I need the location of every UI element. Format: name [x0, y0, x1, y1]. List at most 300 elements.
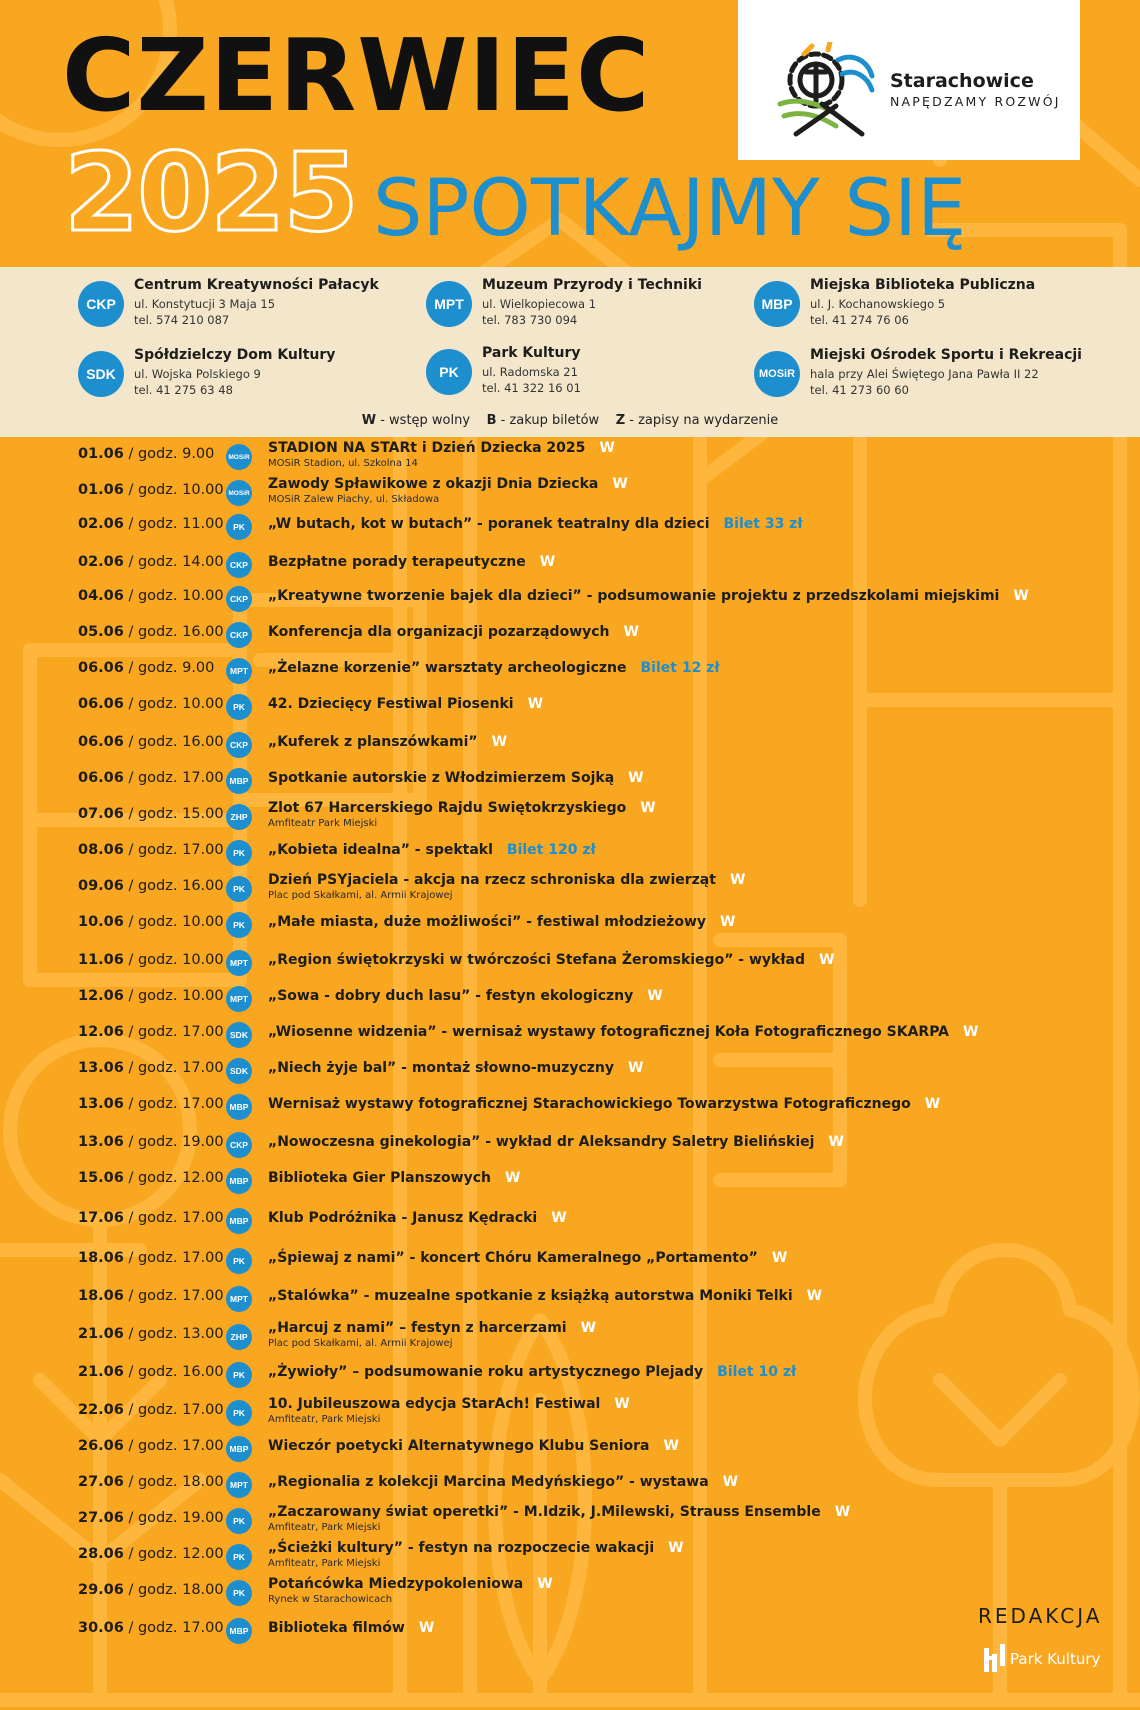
event-time: 17.00 [182, 770, 224, 786]
legend-text-z: - zapisy na wydarzenie [625, 413, 779, 428]
event-venue-badge: MPT [226, 950, 252, 976]
event-time: 16.00 [182, 624, 224, 640]
venue-address: ul. Konstytucji 3 Maja 15 [134, 297, 276, 311]
event-time-prefix: / godz. [128, 1210, 183, 1226]
venue-address: ul. Wojska Polskiego 9 [134, 367, 261, 381]
event-date: 01.06 [78, 482, 124, 498]
event-venue-badge: MPT [226, 1286, 252, 1312]
event-tag: Bilet 120 zł [506, 842, 596, 858]
venue-address: ul. Radomska 21 [482, 365, 578, 379]
event-title-line [268, 1540, 684, 1556]
event-title-line [268, 800, 656, 816]
event-datetime [78, 696, 224, 712]
event-datetime [78, 1250, 224, 1266]
event-title-line [268, 1250, 787, 1266]
event-row [0, 658, 1140, 688]
event-time-prefix: / godz. [128, 1170, 183, 1186]
event-tag: W [771, 1250, 788, 1266]
event-title: „Śpiewaj z nami” - koncert Chóru Kameralnego „Portamento” [268, 1250, 758, 1266]
event-date: 29.06 [78, 1582, 124, 1598]
venue-phone: tel. 41 273 60 60 [810, 383, 909, 397]
event-time: 10.00 [182, 696, 224, 712]
event-row [0, 1168, 1140, 1198]
event-datetime [78, 554, 224, 570]
venue-phone: tel. 41 274 76 06 [810, 313, 909, 327]
event-datetime [78, 952, 224, 968]
event-datetime [78, 1546, 224, 1562]
venue-badge: PK [426, 349, 472, 395]
event-time-prefix: / godz. [128, 842, 183, 858]
event-title: Spotkanie autorskie z Włodzimierzem Sojką [268, 770, 615, 786]
event-datetime [78, 1620, 224, 1636]
event-venue-badge: MBP [226, 1094, 252, 1120]
event-venue-badge: ZHP [226, 804, 252, 830]
event-time: 15.00 [182, 806, 224, 822]
venue-badge: SDK [78, 351, 124, 397]
event-row [0, 986, 1140, 1016]
event-venue-badge: PK [226, 694, 252, 720]
event-row [0, 622, 1140, 652]
venue-mosir [754, 347, 1134, 403]
event-location: Amfiteatr, Park Miejski [268, 1522, 381, 1533]
event-title: Zawody Spławikowe z okazji Dnia Dziecka [268, 476, 599, 492]
event-tag: W [640, 800, 656, 816]
event-title: Potańcówka Miedzypokoleniowa [268, 1576, 524, 1592]
event-venue-badge: PK [226, 1362, 252, 1388]
event-row [0, 950, 1140, 980]
event-date: 27.06 [78, 1510, 124, 1526]
event-time: 17.00 [182, 1250, 224, 1266]
event-date: 21.06 [78, 1326, 124, 1342]
event-title: Konferencja dla organizacji pozarządowych [268, 624, 610, 640]
event-time-prefix: / godz. [128, 734, 183, 750]
event-time-prefix: / godz. [128, 988, 183, 1004]
event-datetime [78, 1134, 224, 1150]
event-title-line [268, 554, 555, 570]
event-date: 18.06 [78, 1288, 124, 1304]
event-tag: Bilet 12 zł [640, 660, 720, 676]
event-time-prefix: / godz. [128, 1582, 183, 1598]
event-title-line [268, 1438, 679, 1454]
venue-badge: MOSiR [754, 351, 800, 397]
event-tag: W [628, 1060, 644, 1076]
event-row [0, 1472, 1140, 1502]
event-date: 26.06 [78, 1438, 124, 1454]
event-datetime [78, 878, 224, 894]
event-title-line [268, 988, 663, 1004]
event-venue-badge: SDK [226, 1058, 252, 1084]
event-time-prefix: / godz. [128, 770, 183, 786]
event-datetime [78, 1402, 224, 1418]
event-title-line [268, 1170, 520, 1186]
city-logo [738, 0, 1080, 160]
event-time: 10.00 [182, 952, 224, 968]
event-datetime [78, 1060, 224, 1076]
event-row [0, 552, 1140, 582]
event-time: 16.00 [182, 1364, 224, 1380]
event-row [0, 1248, 1140, 1278]
event-title-line [268, 1396, 630, 1412]
event-tag: W [720, 914, 736, 930]
event-venue-badge: CKP [226, 1132, 252, 1158]
venue-ckp [78, 277, 408, 333]
event-title: „Kuferek z planszówkami” [268, 734, 478, 750]
event-date: 22.06 [78, 1402, 124, 1418]
event-time-prefix: / godz. [128, 554, 183, 570]
event-tag: W [806, 1288, 823, 1304]
event-time: 19.00 [182, 1134, 224, 1150]
event-time: 17.00 [182, 1210, 224, 1226]
event-tag: W [668, 1540, 684, 1556]
venue-phone: tel. 783 730 094 [482, 313, 578, 327]
event-time: 12.00 [182, 1170, 224, 1186]
event-title-line [268, 1474, 738, 1490]
event-title-line [268, 872, 745, 888]
event-datetime [78, 1510, 224, 1526]
event-title: Zlot 67 Harcerskiego Rajdu Swiętokrzyskiego [268, 800, 627, 816]
event-time-prefix: / godz. [128, 1546, 183, 1562]
event-datetime [78, 1170, 224, 1186]
event-tag: W [963, 1024, 979, 1040]
event-datetime [78, 446, 214, 462]
event-row [0, 912, 1140, 942]
event-tag: W [491, 734, 508, 750]
event-venue-badge: CKP [226, 732, 252, 758]
event-tag: W [623, 624, 639, 640]
event-datetime [78, 1582, 224, 1598]
event-title-line [268, 1096, 940, 1112]
event-venue-badge: SDK [226, 1022, 252, 1048]
event-venue-badge: PK [226, 1544, 252, 1570]
event-title: „Żywioły” – podsumowanie roku artystycznego Plejady [268, 1364, 704, 1380]
event-title-line [268, 1134, 844, 1150]
event-datetime [78, 914, 224, 930]
event-title-line [268, 588, 1029, 604]
event-venue-badge: MPT [226, 986, 252, 1012]
event-tag: W [647, 988, 663, 1004]
event-tag: W [722, 1474, 739, 1490]
event-tag: W [612, 476, 628, 492]
event-time-prefix: / godz. [128, 1134, 183, 1150]
event-datetime [78, 806, 224, 822]
event-title: „Niech żyje bal” - montaż słowno-muzyczny [268, 1060, 615, 1076]
event-time: 17.00 [182, 1438, 224, 1454]
legend-text-w: - wstęp wolny [376, 413, 471, 428]
title-year: 2025 [64, 131, 357, 256]
event-tag: Bilet 33 zł [723, 516, 803, 532]
legend [0, 413, 1140, 428]
event-time: 17.00 [182, 1096, 224, 1112]
event-title: Biblioteka filmów [268, 1620, 405, 1636]
city-emblem-icon [776, 42, 876, 140]
event-title-line [268, 1576, 553, 1592]
venue-badge: CKP [78, 281, 124, 327]
event-date: 28.06 [78, 1546, 124, 1562]
event-venue-badge: CKP [226, 586, 252, 612]
event-date: 13.06 [78, 1096, 124, 1112]
event-time-prefix: / godz. [128, 1326, 183, 1342]
legend-key-z: Z [615, 413, 626, 428]
event-tag: W [527, 696, 544, 712]
event-title: Bezpłatne porady terapeutyczne [268, 554, 526, 570]
event-time-prefix: / godz. [128, 952, 183, 968]
event-row [0, 1540, 1140, 1574]
event-title: „Stalówka” - muzealne spotkanie z książką autorstwa Moniki Telki [268, 1288, 793, 1304]
event-date: 27.06 [78, 1474, 124, 1490]
event-date: 30.06 [78, 1620, 124, 1636]
event-tag: W [614, 1396, 630, 1412]
event-row [0, 1094, 1140, 1124]
event-location: Plac pod Skałkami, al. Armii Krajowej [268, 1338, 453, 1349]
event-time: 9.00 [182, 446, 215, 462]
event-time-prefix: / godz. [128, 624, 183, 640]
venue-phone: tel. 574 210 087 [134, 313, 230, 327]
event-venue-badge: CKP [226, 622, 252, 648]
event-tag: W [551, 1210, 567, 1226]
event-tag: W [418, 1620, 435, 1636]
event-tag: W [828, 1134, 844, 1150]
event-title-line [268, 952, 834, 968]
event-datetime [78, 624, 224, 640]
event-tag: W [628, 770, 644, 786]
event-date: 18.06 [78, 1250, 124, 1266]
event-location: Rynek w Starachowicach [268, 1594, 393, 1605]
event-date: 17.06 [78, 1210, 124, 1226]
event-row [0, 872, 1140, 906]
event-row [0, 1576, 1140, 1610]
park-kultury-logo-icon [984, 1644, 1006, 1672]
event-time-prefix: / godz. [128, 1024, 183, 1040]
event-date: 12.06 [78, 988, 124, 1004]
event-date: 06.06 [78, 696, 124, 712]
event-date: 10.06 [78, 914, 124, 930]
event-tag: W [729, 872, 746, 888]
event-time: 17.00 [182, 1620, 224, 1636]
event-date: 02.06 [78, 516, 124, 532]
event-time: 17.00 [182, 1060, 224, 1076]
event-title: „Sowa - dobry duch lasu” - festyn ekologiczny [268, 988, 634, 1004]
event-venue-badge: ZHP [226, 1324, 252, 1350]
event-title-line [268, 696, 543, 712]
event-tag: W [505, 1170, 521, 1186]
event-date: 09.06 [78, 878, 124, 894]
event-time-prefix: / godz. [128, 660, 183, 676]
event-date: 05.06 [78, 624, 124, 640]
event-time: 10.00 [182, 482, 224, 498]
event-date: 13.06 [78, 1060, 124, 1076]
venue-name: Miejska Biblioteka Publiczna [810, 277, 1036, 293]
event-time-prefix: / godz. [128, 1364, 183, 1380]
event-venue-badge: PK [226, 840, 252, 866]
event-tag: W [599, 440, 615, 456]
event-title: „Małe miasta, duże możliwości” - festiwal młodzieżowy [268, 914, 706, 930]
event-venue-badge: MBP [226, 1208, 252, 1234]
event-location: MOSiR Stadion, ul. Szkolna 14 [268, 458, 418, 469]
event-time-prefix: / godz. [128, 1438, 183, 1454]
event-time-prefix: / godz. [128, 516, 183, 532]
event-row [0, 1320, 1140, 1354]
event-location: Amfiteatr Park Miejski [268, 818, 378, 829]
event-row [0, 694, 1140, 724]
event-venue-badge: PK [226, 514, 252, 540]
legend-key-w: W [361, 413, 377, 428]
event-time-prefix: / godz. [128, 482, 183, 498]
venue-phone: tel. 41 322 16 01 [482, 381, 581, 395]
event-venue-badge: MOSiR [226, 480, 252, 506]
event-row [0, 514, 1140, 544]
event-venue-badge: PK [226, 1400, 252, 1426]
event-location: Plac pod Skałkami, al. Armii Krajowej [268, 890, 453, 901]
event-title: „Kreatywne tworzenie bajek dla dzieci” - podsumowanie projektu z przedszkolami miejskimi [268, 588, 1000, 604]
event-title-line [268, 1210, 567, 1226]
event-time: 13.00 [182, 1326, 224, 1342]
event-title-line [268, 1288, 822, 1304]
event-date: 12.06 [78, 1024, 124, 1040]
event-datetime [78, 660, 214, 676]
event-date: 04.06 [78, 588, 124, 604]
event-row [0, 1362, 1140, 1392]
event-time-prefix: / godz. [128, 1060, 183, 1076]
event-row [0, 732, 1140, 762]
event-tag: W [1013, 588, 1029, 604]
event-title-line [268, 1620, 434, 1636]
venue-mpt [426, 277, 756, 333]
event-date: 06.06 [78, 660, 124, 676]
event-date: 06.06 [78, 770, 124, 786]
venue-pk [426, 345, 756, 401]
event-date: 07.06 [78, 806, 124, 822]
event-title-line [268, 770, 644, 786]
venue-directory [0, 267, 1140, 437]
event-title-line [268, 476, 628, 492]
event-row [0, 1058, 1140, 1088]
event-date: 01.06 [78, 446, 124, 462]
event-tag: W [834, 1504, 851, 1520]
event-row [0, 840, 1140, 870]
event-time: 19.00 [182, 1510, 224, 1526]
event-time-prefix: / godz. [128, 806, 183, 822]
event-tag: Bilet 10 zł [717, 1364, 797, 1380]
event-time: 10.00 [182, 588, 224, 604]
event-datetime [78, 482, 224, 498]
event-title: 42. Dziecięcy Festiwal Piosenki [268, 696, 514, 712]
event-title: Wernisaż wystawy fotograficznej Starachowickiego Towarzystwa Fotograficznego [268, 1096, 911, 1112]
event-title-line [268, 1504, 850, 1520]
event-title-line [268, 660, 720, 676]
event-time-prefix: / godz. [128, 878, 183, 894]
event-datetime [78, 1024, 224, 1040]
event-datetime [78, 734, 224, 750]
event-datetime [78, 1364, 224, 1380]
event-date: 08.06 [78, 842, 124, 858]
credit-organization: Park Kultury [1010, 1650, 1101, 1668]
venue-sdk [78, 347, 408, 403]
event-title: Dzień PSYjaciela - akcja na rzecz schroniska dla zwierząt [268, 872, 716, 888]
event-title: „Regionalia z kolekcji Marcina Medyńskiego” - wystawa [268, 1474, 709, 1490]
event-title: „Żelazne korzenie” warsztaty archeologiczne [268, 660, 627, 676]
event-row [0, 1286, 1140, 1316]
event-time: 10.00 [182, 914, 224, 930]
event-time-prefix: / godz. [128, 1288, 183, 1304]
credit-label: REDAKCJA [978, 1604, 1103, 1628]
event-venue-badge: PK [226, 1508, 252, 1534]
event-datetime [78, 1096, 224, 1112]
event-tag: W [539, 554, 556, 570]
event-datetime [78, 588, 224, 604]
event-title: „Zaczarowany świat operetki” - M.Idzik, J.Milewski, Strauss Ensemble [268, 1504, 821, 1520]
venue-badge: MPT [426, 281, 472, 327]
event-datetime [78, 1474, 224, 1490]
venue-badge: MBP [754, 281, 800, 327]
event-row [0, 1396, 1140, 1430]
event-title: „Kobieta idealna” - spektakl [268, 842, 493, 858]
event-row [0, 476, 1140, 510]
event-time: 18.00 [182, 1582, 224, 1598]
event-time: 12.00 [182, 1546, 224, 1562]
event-time: 11.00 [182, 516, 224, 532]
event-time: 17.00 [182, 1402, 224, 1418]
event-venue-badge: MPT [226, 1472, 252, 1498]
event-row [0, 1022, 1140, 1052]
event-title-line [268, 1320, 596, 1336]
event-time: 16.00 [182, 878, 224, 894]
event-title-line [268, 440, 615, 456]
event-row [0, 1132, 1140, 1162]
event-time-prefix: / godz. [128, 696, 183, 712]
event-date: 13.06 [78, 1134, 124, 1150]
event-time-prefix: / godz. [128, 1620, 183, 1636]
event-venue-badge: PK [226, 912, 252, 938]
title-month: CZERWIEC [62, 17, 651, 134]
legend-text-b: - zakup biletów [496, 413, 600, 428]
event-venue-badge: MBP [226, 1436, 252, 1462]
event-title-line [268, 734, 507, 750]
event-time: 17.00 [182, 1288, 224, 1304]
event-tag: W [580, 1320, 597, 1336]
event-tag: W [537, 1576, 553, 1592]
event-title: „Wiosenne widzenia” - wernisaż wystawy fotograficznej Koła Fotograficznego SKARPA [268, 1024, 950, 1040]
event-title: Biblioteka Gier Planszowych [268, 1170, 491, 1186]
event-title-line [268, 624, 639, 640]
event-date: 15.06 [78, 1170, 124, 1186]
event-tag: W [663, 1438, 679, 1454]
event-date: 21.06 [78, 1364, 124, 1380]
event-venue-badge: MBP [226, 1618, 252, 1644]
event-time-prefix: / godz. [128, 446, 183, 462]
event-location: MOSiR Zalew Piachy, ul. Składowa [268, 494, 440, 505]
event-location: Amfiteatr, Park Miejski [268, 1414, 381, 1425]
event-datetime [78, 1438, 224, 1454]
event-title: „W butach, kot w butach” - poranek teatralny dla dzieci [268, 516, 710, 532]
event-title: „Harcuj z nami” – festyn z harcerzami [268, 1320, 567, 1336]
event-row [0, 1504, 1140, 1538]
event-date: 02.06 [78, 554, 124, 570]
event-tag: W [924, 1096, 941, 1112]
event-datetime [78, 1326, 224, 1342]
event-title: Klub Podróżnika - Janusz Kędracki [268, 1210, 538, 1226]
event-row [0, 1618, 1140, 1648]
legend-key-b: B [486, 413, 497, 428]
event-date: 11.06 [78, 952, 124, 968]
event-title-line [268, 1364, 796, 1380]
city-tagline: NAPĘDZAMY ROZWÓJ [890, 94, 1061, 109]
venue-address: ul. J. Kochanowskiego 5 [810, 297, 946, 311]
event-venue-badge: MPT [226, 658, 252, 684]
event-venue-badge: PK [226, 1248, 252, 1274]
event-row [0, 586, 1140, 616]
event-time-prefix: / godz. [128, 588, 183, 604]
event-venue-badge: CKP [226, 552, 252, 578]
